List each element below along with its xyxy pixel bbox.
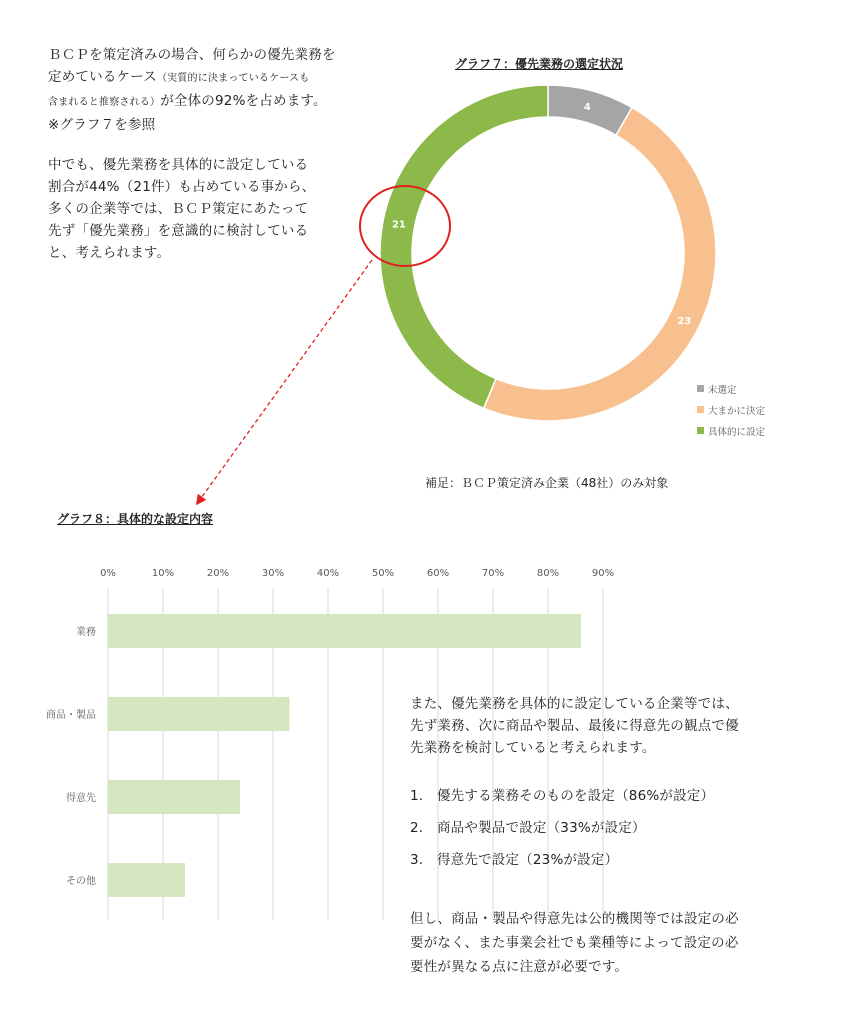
caveat-line-1: 但し、商品・製品や得意先は公的機関等では設定の必 xyxy=(410,911,739,927)
caveat-line-2: 要がなく、また事業会社でも業種等によって設定の必 xyxy=(410,935,739,951)
analysis-line-4: 先ず「優先業務」を意識的に検討している xyxy=(48,223,309,239)
bar xyxy=(108,614,581,648)
intro-line-3a: 含まれると推察される） xyxy=(48,97,161,108)
summary-line-1: また、優先業務を具体的に設定している企業等では、 xyxy=(410,696,739,712)
category-label: 業務 xyxy=(76,627,96,638)
x-tick-label: 80% xyxy=(536,568,560,579)
x-tick-label: 60% xyxy=(426,568,450,579)
summary-list-item-3: 3. 得意先で設定（23%が設定） xyxy=(410,852,619,868)
donut-label-rough: 23 xyxy=(677,316,692,328)
graph8-title: グラフ８：具体的な設定内容 xyxy=(57,512,214,526)
summary-line-2: 先ず業務、次に商品や製品、最後に得意先の観点で優 xyxy=(410,718,739,734)
summary-list xyxy=(410,780,714,876)
x-tick-label: 70% xyxy=(481,568,505,579)
x-tick-label: 40% xyxy=(316,568,340,579)
summary-list-item-1: 1. 優先する業務そのものを設定（86%が設定） xyxy=(410,788,715,804)
x-tick-label: 0% xyxy=(100,568,116,579)
x-tick-label: 20% xyxy=(206,568,230,579)
x-tick-label: 30% xyxy=(261,568,285,579)
x-tick-label: 10% xyxy=(151,568,175,579)
bar xyxy=(108,697,290,731)
category-label: 商品・製品 xyxy=(46,710,96,721)
analysis-line-2: 割合が44%（21件）も占めている事から、 xyxy=(48,179,316,195)
summary-line-3: 先業務を検討していると考えられます。 xyxy=(410,740,656,756)
intro-line-2b: （実質的に決まっているケースも xyxy=(156,73,310,84)
analysis-line-1: 中でも、優先業務を具体的に設定している xyxy=(48,157,309,173)
legend-label-unselected: 未選定 xyxy=(708,384,737,396)
intro-line-4: ※グラフ７を参照 xyxy=(48,117,156,133)
intro-line-1: ＢＣＰを策定済みの場合、何らかの優先業務を xyxy=(48,47,336,63)
intro-line-2a: 定めているケース xyxy=(48,69,157,85)
summary-list-item-2: 2. 商品や製品で設定（33%が設定） xyxy=(410,820,646,836)
summary-paragraph xyxy=(410,693,739,759)
legend-label-rough: 大まかに決定 xyxy=(708,405,766,417)
x-tick-label: 90% xyxy=(591,568,615,579)
graph7-title: グラフ７：優先業務の選定状況 xyxy=(455,57,624,71)
donut-label-specific: 21 xyxy=(391,219,406,231)
graph7-note: 補足：ＢＣＰ策定済み企業（48社）のみ対象 xyxy=(425,476,669,490)
legend-label-specific: 具体的に設定 xyxy=(708,426,766,438)
analysis-line-5: と、考えられます。 xyxy=(48,245,171,261)
caveat-paragraph xyxy=(410,907,739,979)
bar xyxy=(108,863,185,897)
category-label: 得意先 xyxy=(66,793,96,804)
x-tick-label: 50% xyxy=(371,568,395,579)
intro-line-3b: が全体の92%を占めます。 xyxy=(160,93,327,109)
bar xyxy=(108,780,240,814)
category-label: その他 xyxy=(66,876,96,887)
donut-label-unselected: 4 xyxy=(583,102,591,114)
analysis-line-3: 多くの企業等では、ＢＣＰ策定にあたって xyxy=(48,201,309,217)
caveat-line-3: 要性が異なる点に注意が必要です。 xyxy=(410,959,629,975)
